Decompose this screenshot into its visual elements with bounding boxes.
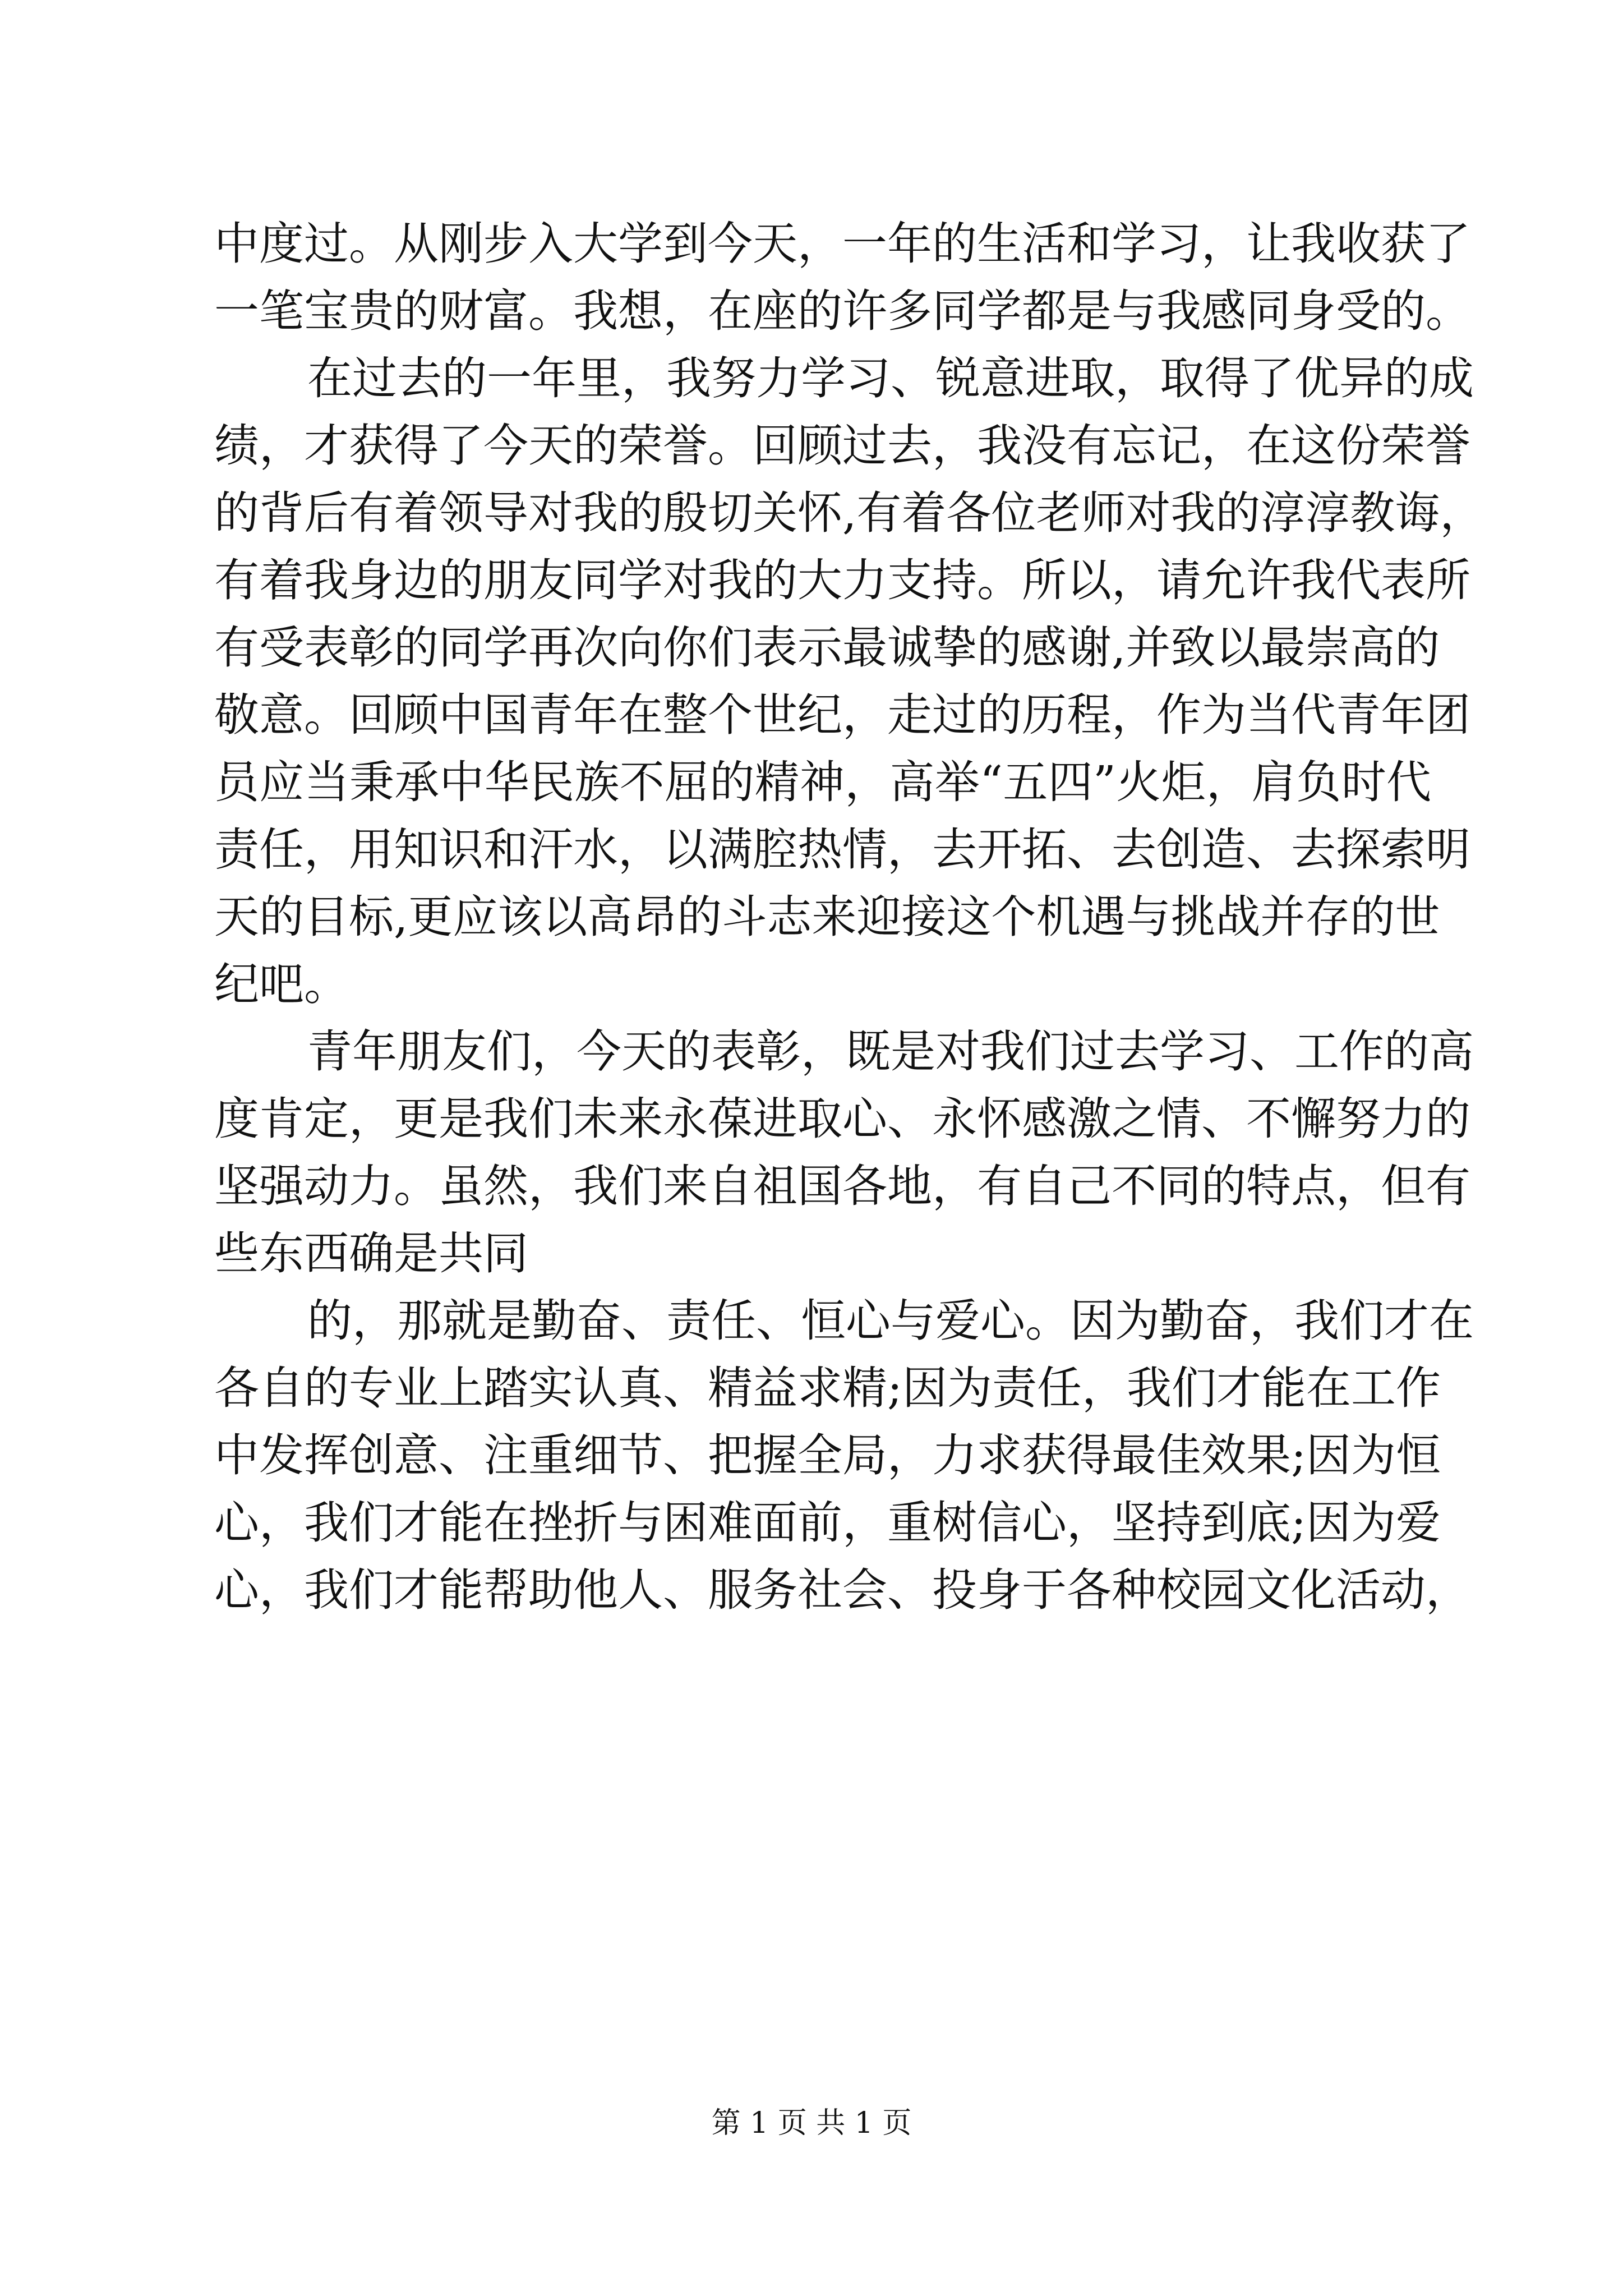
document-body bbox=[214, 210, 1485, 1624]
text-line: 各自的专业上踏实认真、精益求精;因为责任，我们才能在工作 bbox=[214, 1362, 1441, 1414]
text-line: 中度过。从刚步入大学到今天，一年的生活和学习，让我收获了 bbox=[214, 218, 1470, 270]
text-line: 敬意。回顾中国青年在整个世纪，走过的历程，作为当代青年团 bbox=[214, 689, 1470, 741]
paragraph-end-line: 些东西确是共同 bbox=[214, 1227, 528, 1280]
paragraph-end-line: 纪吧。 bbox=[214, 958, 349, 1010]
text-line: 坚强动力。虽然，我们来自祖国各地，有自己不同的特点，但有 bbox=[214, 1160, 1470, 1212]
page-footer bbox=[0, 2104, 1623, 2143]
text-line: 有受表彰的同学再次向你们表示最诚挚的感谢,并致以最崇高的 bbox=[214, 622, 1440, 674]
text-line: 度肯定，更是我们未来永葆进取心、永怀感激之情、不懈努力的 bbox=[214, 1093, 1470, 1145]
text-line: 中发挥创意、注重细节、把握全局，力求获得最佳效果;因为恒 bbox=[214, 1429, 1441, 1481]
paragraph-start-line: 青年朋友们，今天的表彰，既是对我们过去学习、工作的高 bbox=[307, 1025, 1474, 1078]
page-number-label: 第 1 页 共 1 页 bbox=[711, 2106, 912, 2140]
text-line: 有着我身边的朋友同学对我的大力支持。所以，请允许我代表所 bbox=[214, 554, 1470, 606]
paragraph-start-line: 的，那就是勤奋、责任、恒心与爱心。因为勤奋，我们才在 bbox=[307, 1295, 1474, 1347]
text-line: 责任，用知识和汗水，以满腔热情，去开拓、去创造、去探索明 bbox=[214, 823, 1470, 876]
text-line: 绩，才获得了今天的荣誉。回顾过去，我没有忘记，在这份荣誉 bbox=[214, 420, 1470, 472]
text-line: 心，我们才能在挫折与困难面前，重树信心，坚持到底;因为爱 bbox=[214, 1497, 1441, 1549]
text-line: 的背后有着领导对我的殷切关怀,有着各位老师对我的淳淳教诲， bbox=[214, 487, 1485, 539]
text-line: 一笔宝贵的财富。我想，在座的许多同学都是与我感同身受的。 bbox=[214, 285, 1470, 337]
text-line: 员应当秉承中华民族不屈的精神，高举“五四”火炬，肩负时代 bbox=[214, 756, 1431, 808]
text-line: 心，我们才能帮助他人、服务社会、投身于各种校园文化活动， bbox=[214, 1564, 1470, 1616]
text-line: 天的目标,更应该以高昂的斗志来迎接这个机遇与挑战并存的世 bbox=[214, 891, 1440, 943]
paragraph-start-line: 在过去的一年里，我努力学习、锐意进取，取得了优异的成 bbox=[307, 352, 1474, 404]
